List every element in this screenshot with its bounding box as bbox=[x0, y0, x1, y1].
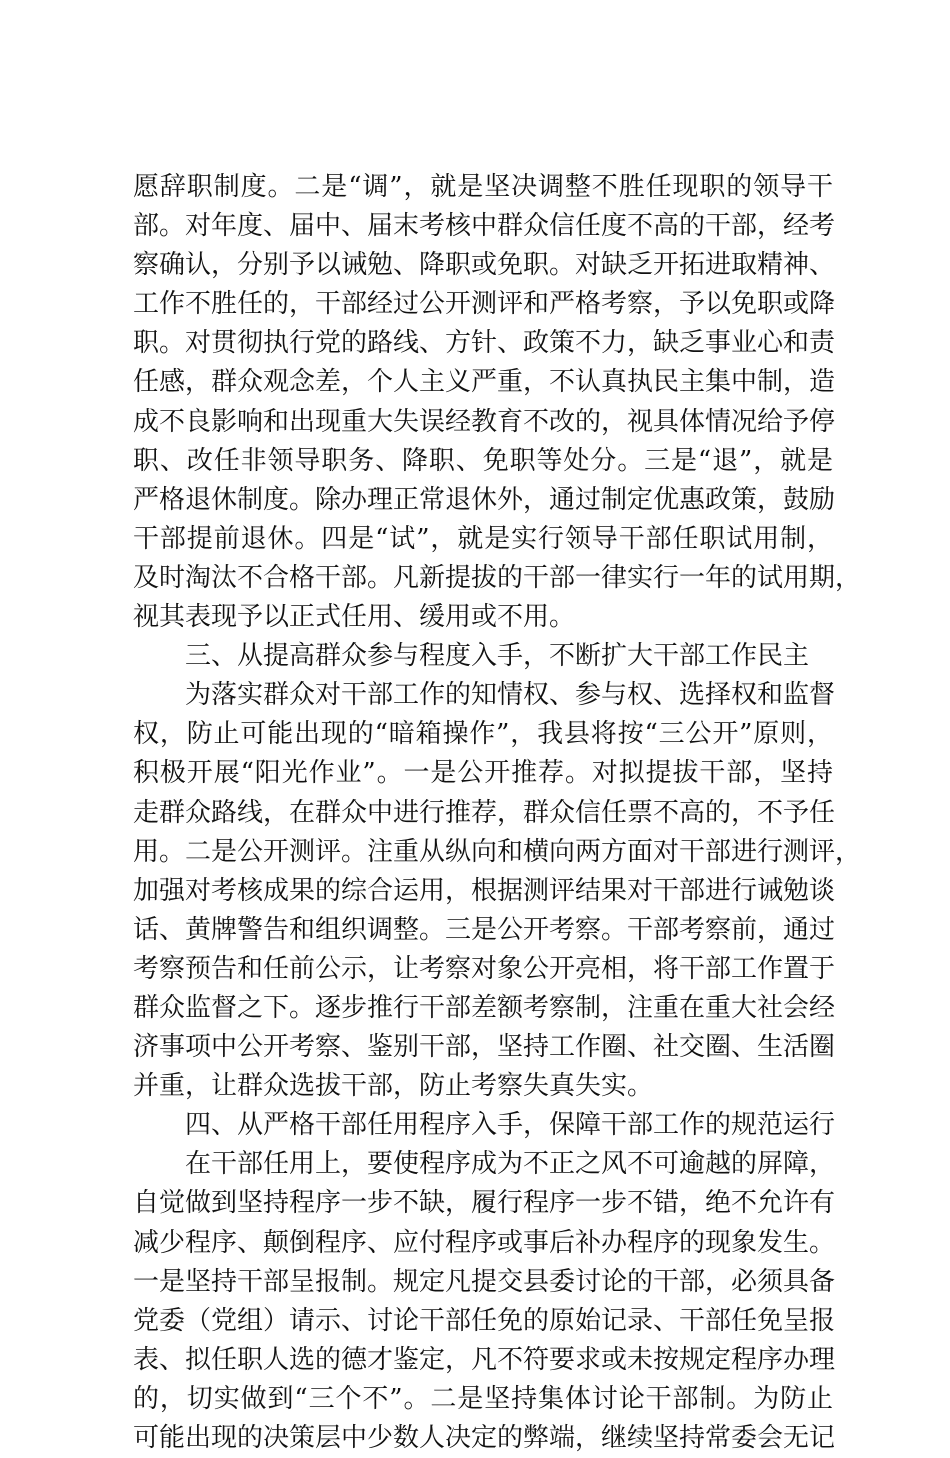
text-line: 一是坚持干部呈报制。规定凡提交县委讨论的干部，必须具备 bbox=[133, 1266, 836, 1297]
text-line: 及时淘汰不合格干部。凡新提拔的干部一律实行一年的试用期， bbox=[133, 562, 862, 593]
document-body bbox=[133, 168, 862, 1458]
text-line: 积极开展“阳光作业”。一是公开推荐。对拟提拔干部，坚持 bbox=[133, 758, 833, 789]
text-line: 自觉做到坚持程序一步不缺，履行程序一步不错，绝不允许有 bbox=[133, 1188, 836, 1219]
section-heading: 四、从严格干部任用程序入手，保障干部工作的规范运行 bbox=[185, 1110, 836, 1141]
text-line: 的，切实做到“三个不”。二是坚持集体讨论干部制。为防止 bbox=[133, 1383, 833, 1414]
text-line: 干部提前退休。四是“试”，就是实行领导干部任职试用制， bbox=[133, 523, 833, 554]
text-line: 部。对年度、届中、届末考核中群众信任度不高的干部，经考 bbox=[133, 211, 836, 242]
text-line: 走群众路线，在群众中进行推荐，群众信任票不高的，不予任 bbox=[133, 797, 836, 828]
text-line: 成不良影响和出现重大失误经教育不改的，视具体情况给予停 bbox=[133, 406, 836, 437]
text-line: 济事项中公开考察、鉴别干部，坚持工作圈、社交圈、生活圈 bbox=[133, 1032, 836, 1063]
text-line: 群众监督之下。逐步推行干部差额考察制，注重在重大社会经 bbox=[133, 992, 836, 1023]
text-line: 权，防止可能出现的“暗箱操作”，我县将按“三公开”原则， bbox=[133, 719, 833, 750]
text-line: 视其表现予以正式任用、缓用或不用。 bbox=[133, 602, 576, 633]
text-line: 在干部任用上，要使程序成为不正之风不可逾越的屏障， bbox=[185, 1149, 836, 1180]
text-line: 话、黄牌警告和组织调整。三是公开考察。干部考察前，通过 bbox=[133, 914, 836, 945]
text-line: 职。对贯彻执行党的路线、方针、政策不力，缺乏事业心和责 bbox=[133, 328, 836, 359]
text-line: 可能出现的决策层中少数人决定的弊端，继续坚持常委会无记 bbox=[133, 1423, 836, 1453]
text-line: 工作不胜任的，干部经过公开测评和严格考察，予以免职或降 bbox=[133, 289, 836, 320]
text-line: 任感，群众观念差，个人主义严重，不认真执民主集中制，造 bbox=[133, 367, 836, 398]
text-line: 严格退休制度。除办理正常退休外，通过制定优惠政策，鼓励 bbox=[133, 484, 836, 515]
text-line: 加强对考核成果的综合运用，根据测评结果对干部进行诫勉谈 bbox=[133, 875, 836, 906]
section-heading: 三、从提高群众参与程度入手，不断扩大干部工作民主 bbox=[185, 641, 810, 672]
text-line: 愿辞职制度。二是“调”，就是坚决调整不胜任现职的领导干 bbox=[133, 172, 833, 202]
text-line: 并重，让群众选拔干部，防止考察失真失实。 bbox=[133, 1071, 654, 1102]
text-line: 考察预告和任前公示，让考察对象公开亮相，将干部工作置于 bbox=[133, 953, 836, 984]
text-line: 职、改任非领导职务、降职、免职等处分。三是“退”，就是 bbox=[133, 445, 833, 476]
text-line: 为落实群众对干部工作的知情权、参与权、选择权和监督 bbox=[185, 680, 836, 711]
text-line: 党委（党组）请示、讨论干部任免的原始记录、干部任免呈报 bbox=[133, 1305, 836, 1336]
text-line: 减少程序、颠倒程序、应付程序或事后补办程序的现象发生。 bbox=[133, 1227, 836, 1258]
text-line: 用。二是公开测评。注重从纵向和横向两方面对干部进行测评， bbox=[133, 836, 862, 867]
text-line: 察确认，分别予以诫勉、降职或免职。对缺乏开拓进取精神、 bbox=[133, 250, 836, 281]
text-line: 表、拟任职人选的德才鉴定，凡不符要求或未按规定程序办理 bbox=[133, 1344, 836, 1375]
